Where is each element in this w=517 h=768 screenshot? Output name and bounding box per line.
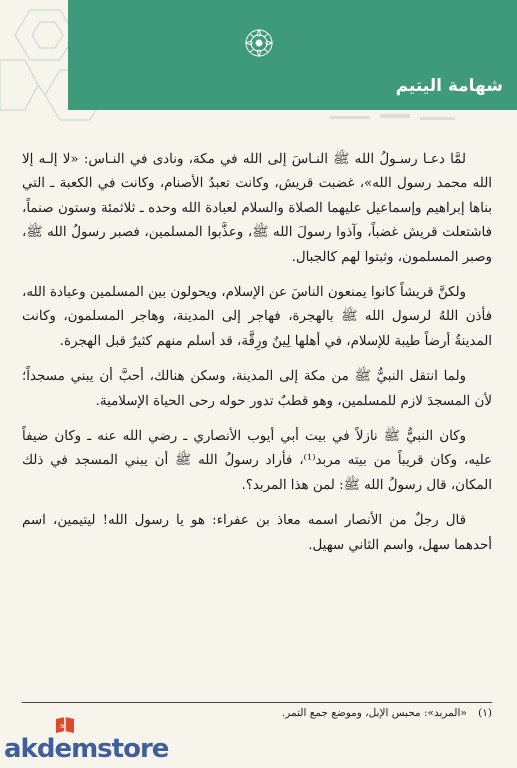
svg-text:a: a xyxy=(60,722,65,730)
footnote-divider xyxy=(22,702,492,703)
paragraph-4: وكان النبيُّ ﷺ نازلاً في بيت أبي أيوب الأنصاري ـ رضي الله عنه ـ وكان ضيفاً عليه، وكان قريباً من بيته مربد⁽¹⁾، فأراد رسولُ الله ﷺ أن يبني المسجد في ذلك المكان، قال رسولُ الله ﷺ: لمن هذا المربد؟. xyxy=(22,429,492,493)
floral-ornament-icon xyxy=(244,28,274,58)
footnote-text: «المربد»: محبس الإبل، وموضع جمع التمر. xyxy=(281,707,467,719)
paragraph-1: لمَّا دعـا رسـولُ الله ﷺ النـاسَ إلى الله في مكة، ونادى في النـاس: «لا إلـه إلا الله محمد رسول الله»، غضبت قريش، وكانت تعبدُ الأصنام، وكانت في الكعبة ـ التي بناها إبراهيم وإسماعيل عليهما الصلاة والسلام لعبادة الله وحده ـ ثلاثمئة وستون صنماً، فاشتعلت قريش غضباً، وآذوا رسولَ الله ﷺ، وعذَّبوا المسلمين، فصبر رسولُ الله ﷺ، وصبر المسلمون، وثبتوا لهم كالجبال. xyxy=(22,152,492,265)
watermark-brand-text: akdemstore xyxy=(4,734,169,764)
paragraph-5: قال رجلٌ من الأنصار اسمه معاذ بن عفراء: هو يا رسول الله! ليتيمين، اسم أحدهما سهل، واسم الثاني سهيل. xyxy=(22,513,492,553)
footnote-number: (١) xyxy=(478,707,492,719)
chapter-title: شهامة اليتيم xyxy=(395,76,503,96)
bleed-through-decoration xyxy=(330,108,460,128)
book-icon xyxy=(54,714,76,736)
body-text xyxy=(22,148,492,569)
paragraph-2: ولكنَّ قريشاً كانوا يمنعون الناسَ عن الإسلام، ويحولون بين المسلمين وعبادة الله، فأذن اللهُ لرسول الله ﷺ بالهجرة، فهاجر إلى المدينة، وهاجر المسلمون، وكانت المدينةُ أرضاً طيبة للإسلام، في أهلها لِينٌ ورِقَّة، قد أسلم منهم كثيرٌ قبل الهجرة. xyxy=(22,285,492,349)
paragraph-3: ولما انتقل النبيُّ ﷺ من مكة إلى المدينة، وسكن هنالك، أحبَّ أن يبني مسجداً؛ لأن المسجدَ لازم للمسلمين، وهو قطبٌ تدور حوله رحى الحياة الإسلامية. xyxy=(22,369,492,409)
watermark-logo xyxy=(4,714,169,764)
